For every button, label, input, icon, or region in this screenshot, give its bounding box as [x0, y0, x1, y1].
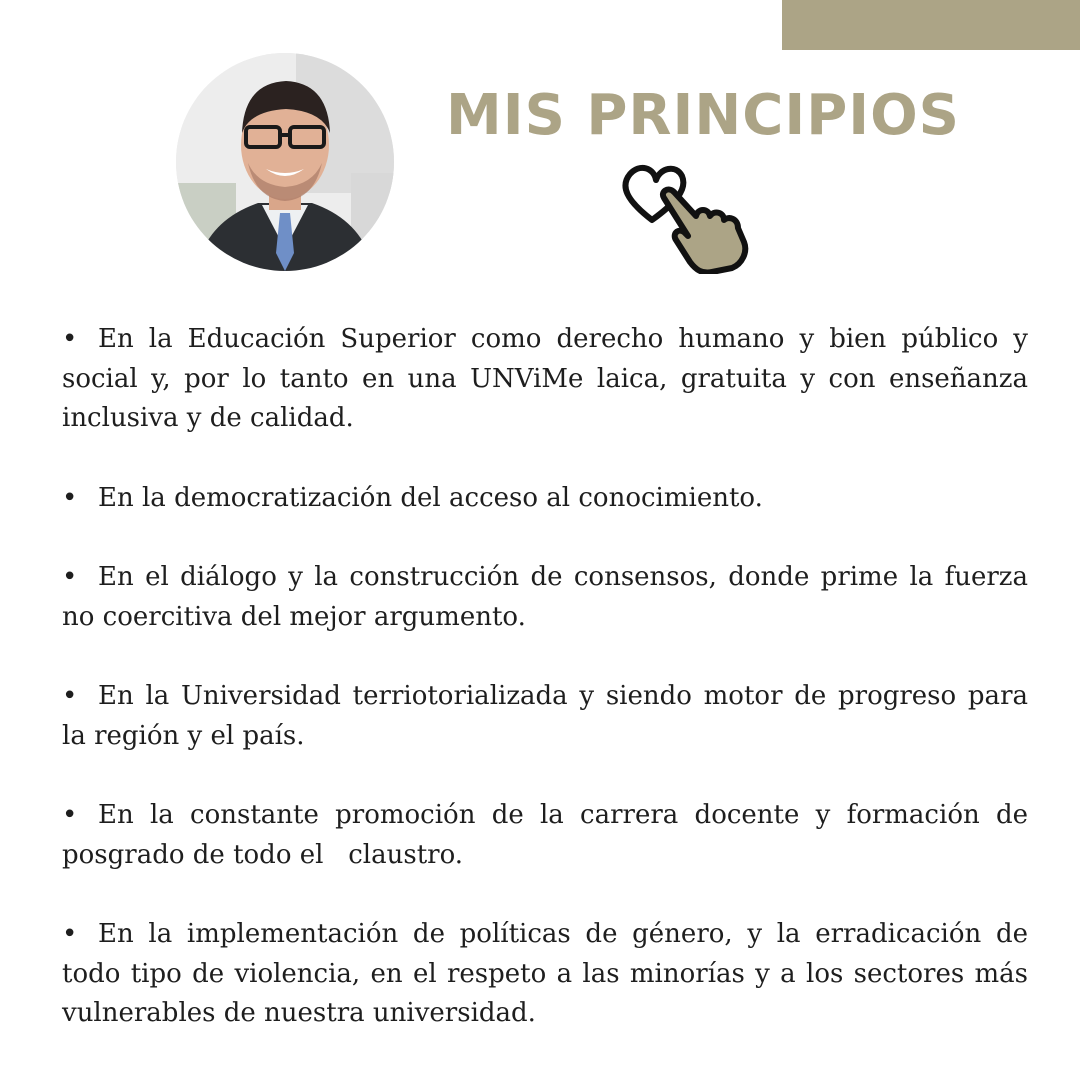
principle-item [62, 677, 1028, 756]
bullet-point: • [62, 324, 78, 354]
principles-list [62, 320, 1037, 1034]
bullet-point: • [62, 482, 78, 513]
bullet-point: • [62, 562, 78, 592]
principle-text: En la democratización del acceso al conocimiento. [98, 482, 763, 513]
bullet-point: • [62, 800, 78, 830]
principle-item [62, 320, 1028, 439]
principle-text: En el diálogo y la construcción de consensos, donde prime la fuerza no coercitiva del mejor argumento. [62, 562, 1028, 632]
avatar [176, 53, 394, 271]
portrait-photo-icon [176, 53, 394, 271]
principle-text: En la Educación Superior como derecho humano y bien público y social y, por lo tanto en una UNViMe laica, gratuita y con enseñanza inclusiva y de calidad. [62, 324, 1028, 433]
principle-item [62, 796, 1037, 875]
principle-text: En la Universidad terriotorializada y siendo motor de progreso para la región y el país. [62, 681, 1028, 751]
page-title: MIS PRINCIPIOS [446, 83, 961, 148]
principle-item [62, 915, 1028, 1034]
top-accent-bar [782, 0, 1080, 50]
bullet-point: • [62, 919, 78, 949]
bullet-point: • [62, 681, 78, 711]
principle-item [62, 558, 1028, 637]
principle-text: En la implementación de políticas de género, y la erradicación de todo tipo de violencia, en el respeto a las minorías y a los sectores más vulnerables de nuestra universidad. [62, 919, 1028, 1028]
principle-item [62, 479, 1028, 519]
principle-text: En la constante promoción de la carrera docente y formación de posgrado de todo el claustro. [62, 800, 1037, 870]
heart-pointing-hand-icon [616, 158, 756, 274]
